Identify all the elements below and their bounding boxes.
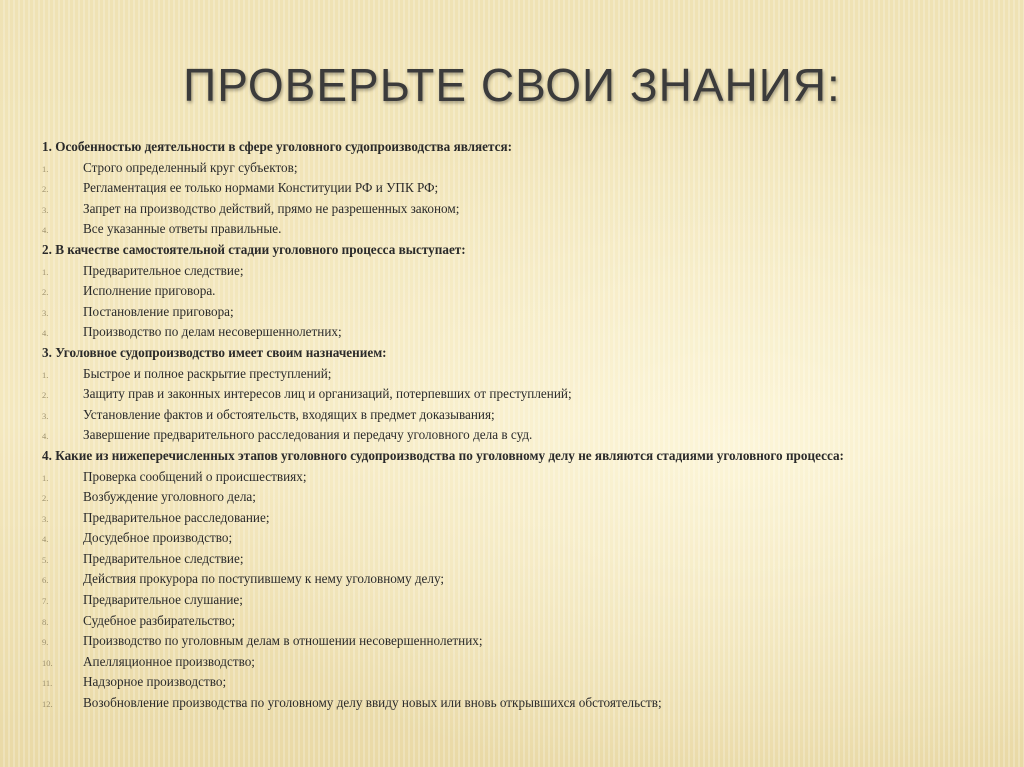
question-text: 4. Какие из нижеперечисленных этапов уголовного судопроизводства по уголовному делу не являются стадиями уголовного процесса: — [42, 447, 844, 463]
answer-option — [42, 158, 962, 179]
answer-option — [42, 322, 962, 343]
answer-option — [42, 281, 962, 302]
option-text: Производство по уголовным делам в отношении несовершеннолетних; — [83, 633, 483, 649]
answer-option — [42, 569, 962, 590]
option-text: Предварительное следствие; — [83, 550, 244, 566]
option-number: 12. — [42, 699, 53, 710]
option-number: 6. — [42, 575, 49, 586]
option-text: Постановление приговора; — [83, 303, 234, 319]
option-number: 3. — [42, 204, 49, 215]
option-text: Запрет на производство действий, прямо не разрешенных законом; — [83, 200, 460, 216]
answer-option — [42, 467, 962, 488]
option-text: Предварительное расследование; — [83, 509, 270, 525]
answer-option — [42, 549, 962, 570]
option-text: Апелляционное производство; — [83, 653, 255, 669]
option-text: Исполнение приговора. — [83, 283, 216, 299]
answer-option — [42, 631, 962, 652]
option-number: 2. — [42, 184, 49, 195]
option-number: 4. — [42, 431, 49, 442]
option-number: 7. — [42, 596, 49, 607]
option-number: 3. — [42, 513, 49, 524]
option-text: Судебное разбирательство; — [83, 612, 236, 628]
answer-option — [42, 611, 962, 632]
option-number: 5. — [42, 554, 49, 565]
answer-option — [42, 405, 962, 426]
answer-option — [42, 199, 962, 220]
answer-option — [42, 178, 962, 199]
option-number: 1. — [42, 369, 49, 380]
option-text: Производство по делам несовершеннолетних; — [83, 324, 342, 340]
answer-option — [42, 364, 962, 385]
option-text: Надзорное производство; — [83, 674, 227, 690]
slide-title: ПРОВЕРЬТЕ СВОИ ЗНАНИЯ: — [183, 59, 841, 111]
answer-option — [42, 652, 962, 673]
option-text: Досудебное производство; — [83, 530, 233, 546]
answer-option — [42, 384, 962, 405]
question-text: 1. Особенностью деятельности в сфере уголовного судопроизводства является: — [42, 139, 513, 154]
option-number: 8. — [42, 616, 49, 627]
answer-option — [42, 693, 962, 714]
answer-option — [42, 487, 962, 508]
option-number: 2. — [42, 287, 49, 298]
quiz-content — [42, 137, 962, 714]
option-text: Проверка сообщений о происшествиях; — [83, 468, 307, 484]
answer-option — [42, 508, 962, 529]
option-number: 2. — [42, 493, 49, 504]
option-number: 1. — [42, 472, 49, 483]
option-number: 4. — [42, 225, 49, 236]
option-text: Возбуждение уголовного дела; — [83, 489, 256, 505]
option-text: Регламентация ее только нормами Конституции РФ и УПК РФ; — [83, 180, 439, 196]
answer-option — [42, 302, 962, 323]
question-text: 2. В качестве самостоятельной стадии уголовного процесса выступает: — [42, 241, 466, 257]
answer-option — [42, 590, 962, 611]
option-text: Строго определенный круг субъектов; — [83, 159, 298, 175]
option-number: 3. — [42, 307, 49, 318]
answer-option — [42, 425, 962, 446]
option-number: 10. — [42, 657, 53, 668]
answer-option — [42, 261, 962, 282]
option-number: 3. — [42, 410, 49, 421]
option-text: Возобновление производства по уголовному делу ввиду новых или вновь открывшихся обстоятельств; — [83, 695, 662, 711]
option-number: 4. — [42, 534, 49, 545]
answer-option — [42, 672, 962, 693]
option-number: 9. — [42, 637, 49, 648]
answer-option — [42, 528, 962, 549]
option-text: Действия прокурора по поступившему к нему уголовному делу; — [83, 571, 445, 587]
option-number: 11. — [42, 678, 53, 689]
option-number: 1. — [42, 266, 49, 277]
option-text: Завершение предварительного расследования и передачу уголовного дела в суд. — [83, 427, 533, 443]
option-number: 2. — [42, 390, 49, 401]
option-number: 1. — [42, 163, 49, 174]
option-text: Защиту прав и законных интересов лиц и организаций, потерпевших от преступлений; — [83, 386, 572, 402]
answer-option — [42, 219, 962, 240]
option-number: 4. — [42, 328, 49, 339]
question-text: 3. Уголовное судопроизводство имеет своим назначением: — [42, 344, 387, 360]
option-text: Все указанные ответы правильные. — [83, 221, 282, 237]
option-text: Предварительное следствие; — [83, 262, 244, 278]
option-text: Установление фактов и обстоятельств, входящих в предмет доказывания; — [83, 406, 495, 422]
option-text: Быстрое и полное раскрытие преступлений; — [83, 365, 332, 381]
option-text: Предварительное слушание; — [83, 592, 243, 608]
